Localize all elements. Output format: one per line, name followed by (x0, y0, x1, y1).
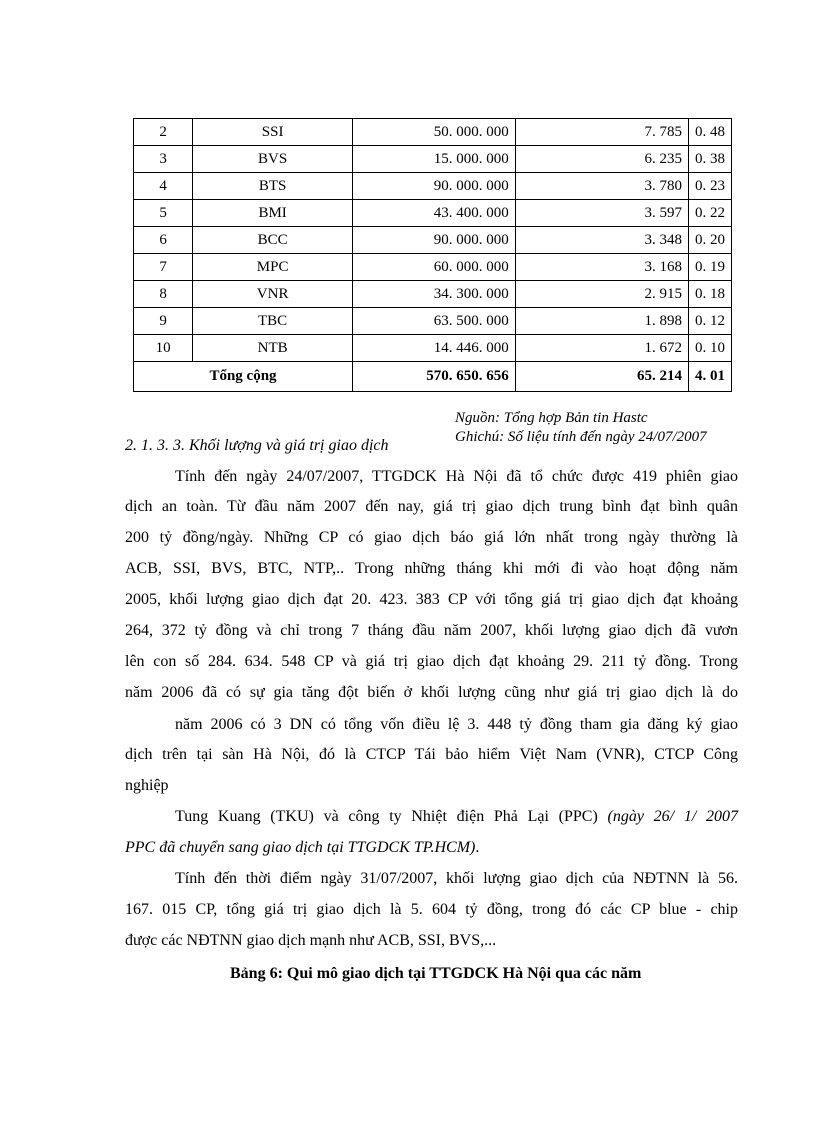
source-line: Nguồn: Tổng hợp Bản tin Hastc (455, 410, 648, 426)
trade-value: 3. 780 (515, 173, 688, 200)
text-line (125, 839, 479, 857)
text-line: 167. 015 CP, tổng giá trị giao dịch là 5. 604 tỷ đồng, trong đó các CP blue - chip (125, 901, 738, 918)
text-line: 200 tỷ đồng/ngày. Những CP có giao dịch báo giá lớn nhất trong ngày thường là (125, 529, 738, 546)
total-shares: 570. 650. 656 (353, 362, 516, 392)
table-caption: Bảng 6: Qui mô giao dịch tại TTGDCK Hà Nội qua các năm (230, 965, 642, 982)
table-row (134, 281, 732, 308)
table-row (134, 308, 732, 335)
text-line: 2005, khối lượng giao dịch đạt 20. 423. 383 CP với tổng giá trị giao dịch đạt khoảng (125, 591, 738, 608)
section-heading: 2. 1. 3. 3. Khối lượng và giá trị giao dịch (125, 437, 389, 454)
table-row (134, 119, 732, 146)
listed-shares: 90. 000. 000 (353, 173, 516, 200)
text-line: năm 2006 đã có sự gia tăng đột biến ở khối lượng cũng như giá trị giao dịch là do (125, 684, 738, 701)
percentage: 0. 19 (689, 254, 732, 281)
stock-code: VNR (193, 281, 353, 308)
listed-shares: 43. 400. 000 (353, 200, 516, 227)
total-percentage: 4. 01 (689, 362, 732, 392)
listed-shares: 14. 446. 000 (353, 335, 516, 362)
italic-note: (ngày 26/ 1/ 2007 (607, 808, 738, 825)
row-number: 2 (134, 119, 193, 146)
listed-shares: 50. 000. 000 (353, 119, 516, 146)
text-line (175, 808, 738, 826)
table-row (134, 254, 732, 281)
percentage: 0. 23 (689, 173, 732, 200)
listed-shares: 34. 300. 000 (353, 281, 516, 308)
text-run: . (475, 839, 480, 856)
stock-code: BMI (193, 200, 353, 227)
table-row (134, 335, 732, 362)
row-number: 3 (134, 146, 193, 173)
stock-code: SSI (193, 119, 353, 146)
stock-code: BVS (193, 146, 353, 173)
percentage: 0. 20 (689, 227, 732, 254)
trade-value: 1. 672 (515, 335, 688, 362)
trade-value: 7. 785 (515, 119, 688, 146)
row-number: 6 (134, 227, 193, 254)
top-companies-table (133, 118, 732, 392)
percentage: 0. 10 (689, 335, 732, 362)
trade-value: 2. 915 (515, 281, 688, 308)
text-line: Tính đến thời điểm ngày 31/07/2007, khối lượng giao dịch của NĐTNN là 56. (175, 870, 738, 887)
table-total-row (134, 362, 732, 392)
row-number: 5 (134, 200, 193, 227)
text-line: dịch an toàn. Từ đầu năm 2007 đến nay, giá trị giao dịch trung bình đạt bình quân (125, 498, 738, 515)
row-number: 8 (134, 281, 193, 308)
trade-value: 6. 235 (515, 146, 688, 173)
stock-code: MPC (193, 254, 353, 281)
stock-code: BTS (193, 173, 353, 200)
trade-value: 3. 348 (515, 227, 688, 254)
stock-code: BCC (193, 227, 353, 254)
listed-shares: 60. 000. 000 (353, 254, 516, 281)
row-number: 9 (134, 308, 193, 335)
italic-note: PPC đã chuyển sang giao dịch tại TTGDCK TP.HCM) (125, 839, 476, 856)
text-run: Tung Kuang (TKU) và công ty Nhiệt điện Phả Lại (PPC) (175, 808, 608, 825)
row-number: 7 (134, 254, 193, 281)
percentage: 0. 12 (689, 308, 732, 335)
percentage: 0. 18 (689, 281, 732, 308)
table-source-note (455, 409, 707, 447)
stock-code: NTB (193, 335, 353, 362)
trade-value: 3. 597 (515, 200, 688, 227)
row-number: 10 (134, 335, 193, 362)
table-row (134, 146, 732, 173)
percentage: 0. 22 (689, 200, 732, 227)
text-line: năm 2006 có 3 DN có tổng vốn điều lệ 3. 448 tỷ đồng tham gia đăng ký giao (175, 716, 738, 733)
listed-shares: 90. 000. 000 (353, 227, 516, 254)
trade-value: 3. 168 (515, 254, 688, 281)
row-number: 4 (134, 173, 193, 200)
text-line: lên con số 284. 634. 548 CP và giá trị giao dịch đạt khoảng 29. 211 tỷ đồng. Trong (125, 653, 738, 670)
table-row (134, 200, 732, 227)
text-line: 264, 372 tỷ đồng và chỉ trong 7 tháng đầu năm 2007, khối lượng giao dịch đã vươn (125, 622, 738, 639)
total-value: 65. 214 (515, 362, 688, 392)
text-line: ACB, SSI, BVS, BTC, NTP,.. Trong những tháng khi mới đi vào hoạt động năm (125, 560, 738, 577)
text-line: nghiệp (125, 777, 169, 794)
trade-value: 1. 898 (515, 308, 688, 335)
total-label: Tổng cộng (134, 362, 353, 392)
table-row (134, 173, 732, 200)
note-line: Ghichú: Số liệu tính đến ngày 24/07/2007 (455, 429, 707, 445)
text-line: được các NĐTNN giao dịch mạnh như ACB, SSI, BVS,... (125, 932, 497, 949)
percentage: 0. 48 (689, 119, 732, 146)
listed-shares: 63. 500. 000 (353, 308, 516, 335)
table-row (134, 227, 732, 254)
listed-shares: 15. 000. 000 (353, 146, 516, 173)
stock-code: TBC (193, 308, 353, 335)
text-line: dịch trên tại sàn Hà Nội, đó là CTCP Tái bảo hiểm Việt Nam (VNR), CTCP Công (125, 746, 738, 763)
percentage: 0. 38 (689, 146, 732, 173)
text-line: Tính đến ngày 24/07/2007, TTGDCK Hà Nội đã tổ chức được 419 phiên giao (175, 468, 738, 485)
